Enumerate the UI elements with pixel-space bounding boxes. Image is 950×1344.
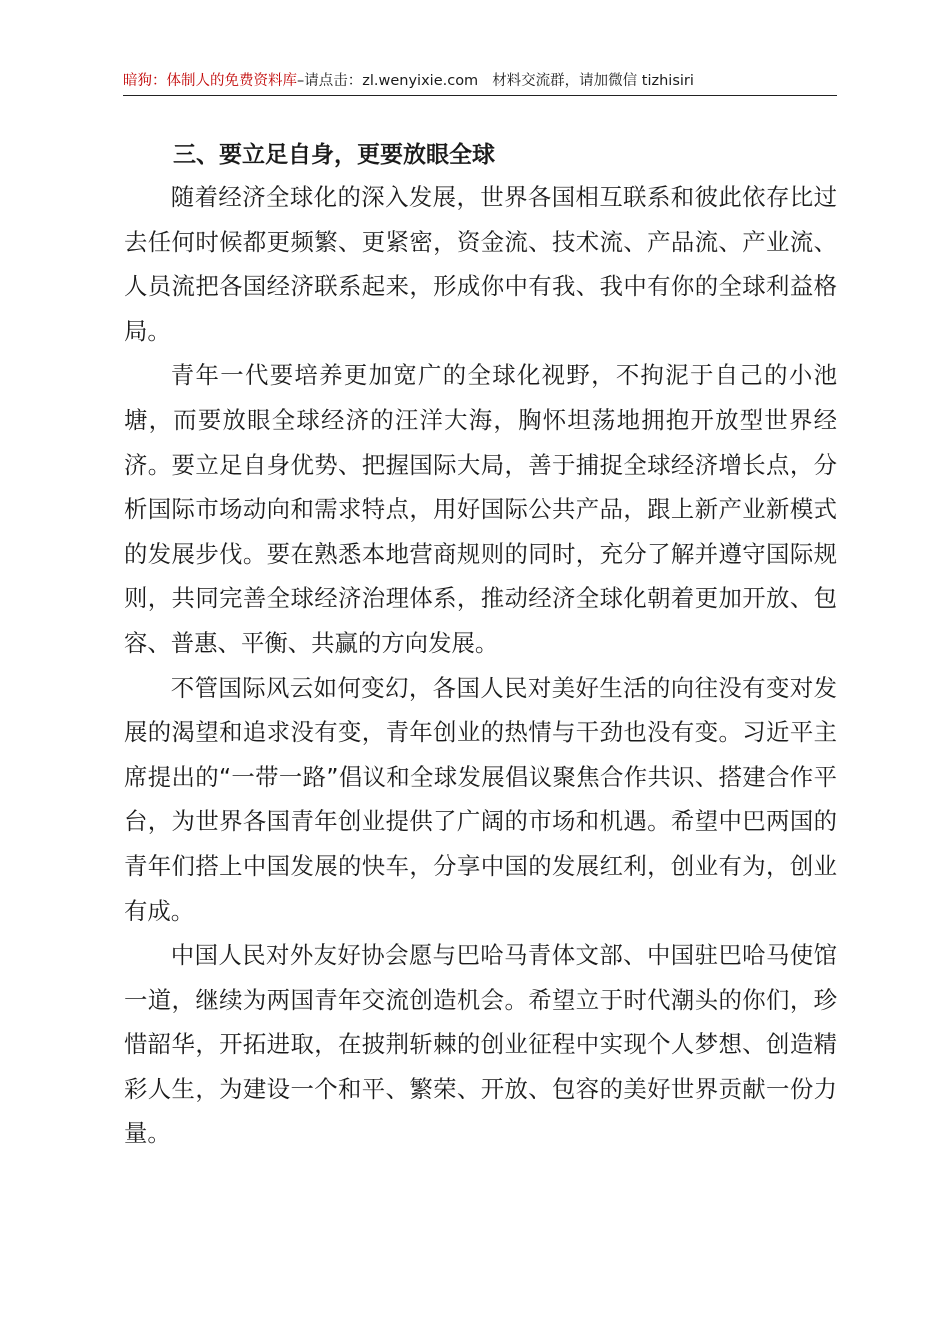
document-body (124, 135, 837, 1156)
paragraph-4: 中国人民对外友好协会愿与巴哈马青体文部、中国驻巴哈马使馆一道，继续为两国青年交流创造机会。希望立于时代潮头的你们，珍惜韶华，开拓进取，在披荆斩棘的创业征程中实现个人梦想、创造精彩人生，为建设一个和平、繁荣、开放、包容的美好世界贡献一份力量。 (124, 941, 837, 1148)
header-divider (123, 95, 837, 96)
paragraph-1: 随着经济全球化的深入发展，世界各国相互联系和彼此依存比过去任何时候都更频繁、更紧密，资金流、技术流、产品流、产业流、人员流把各国经济联系起来，形成你中有我、我中有你的全球利益格局。 (124, 183, 837, 345)
header-url-link[interactable]: zl.wenyixie.com (362, 73, 479, 89)
header-group-text: 材料交流群，请加微信 tizhisiri (492, 73, 694, 89)
header-click-prompt: –请点击： (297, 73, 363, 89)
section-title: 三、要立足自身，更要放眼全球 (173, 142, 495, 168)
page-header (123, 70, 837, 96)
header-brand: 暗狗：体制人的免费资料库 (123, 73, 297, 89)
paragraph-3: 不管国际风云如何变幻，各国人民对美好生活的向往没有变对发展的渴望和追求没有变，青年创业的热情与干劲也没有变。习近平主席提出的“一带一路”倡议和全球发展倡议聚焦合作共识、搭建合作平台，为世界各国青年创业提供了广阔的市场和机遇。希望中巴两国的青年们搭上中国发展的快车，分享中国的发展红利，创业有为，创业有成。 (124, 673, 837, 925)
paragraph-2: 青年一代要培养更加宽广的全球化视野，不拘泥于自己的小池塘，而要放眼全球经济的汪洋大海，胸怀坦荡地拥抱开放型世界经济。要立足自身优势、把握国际大局，善于捕捉全球经济增长点，分析国际市场动向和需求特点，用好国际公共产品，跟上新产业新模式的发展步伐。要在熟悉本地营商规则的同时，充分了解并遵守国际规则，共同完善全球经济治理体系，推动经济全球化朝着更加开放、包容、普惠、平衡、共赢的方向发展。 (124, 361, 837, 657)
